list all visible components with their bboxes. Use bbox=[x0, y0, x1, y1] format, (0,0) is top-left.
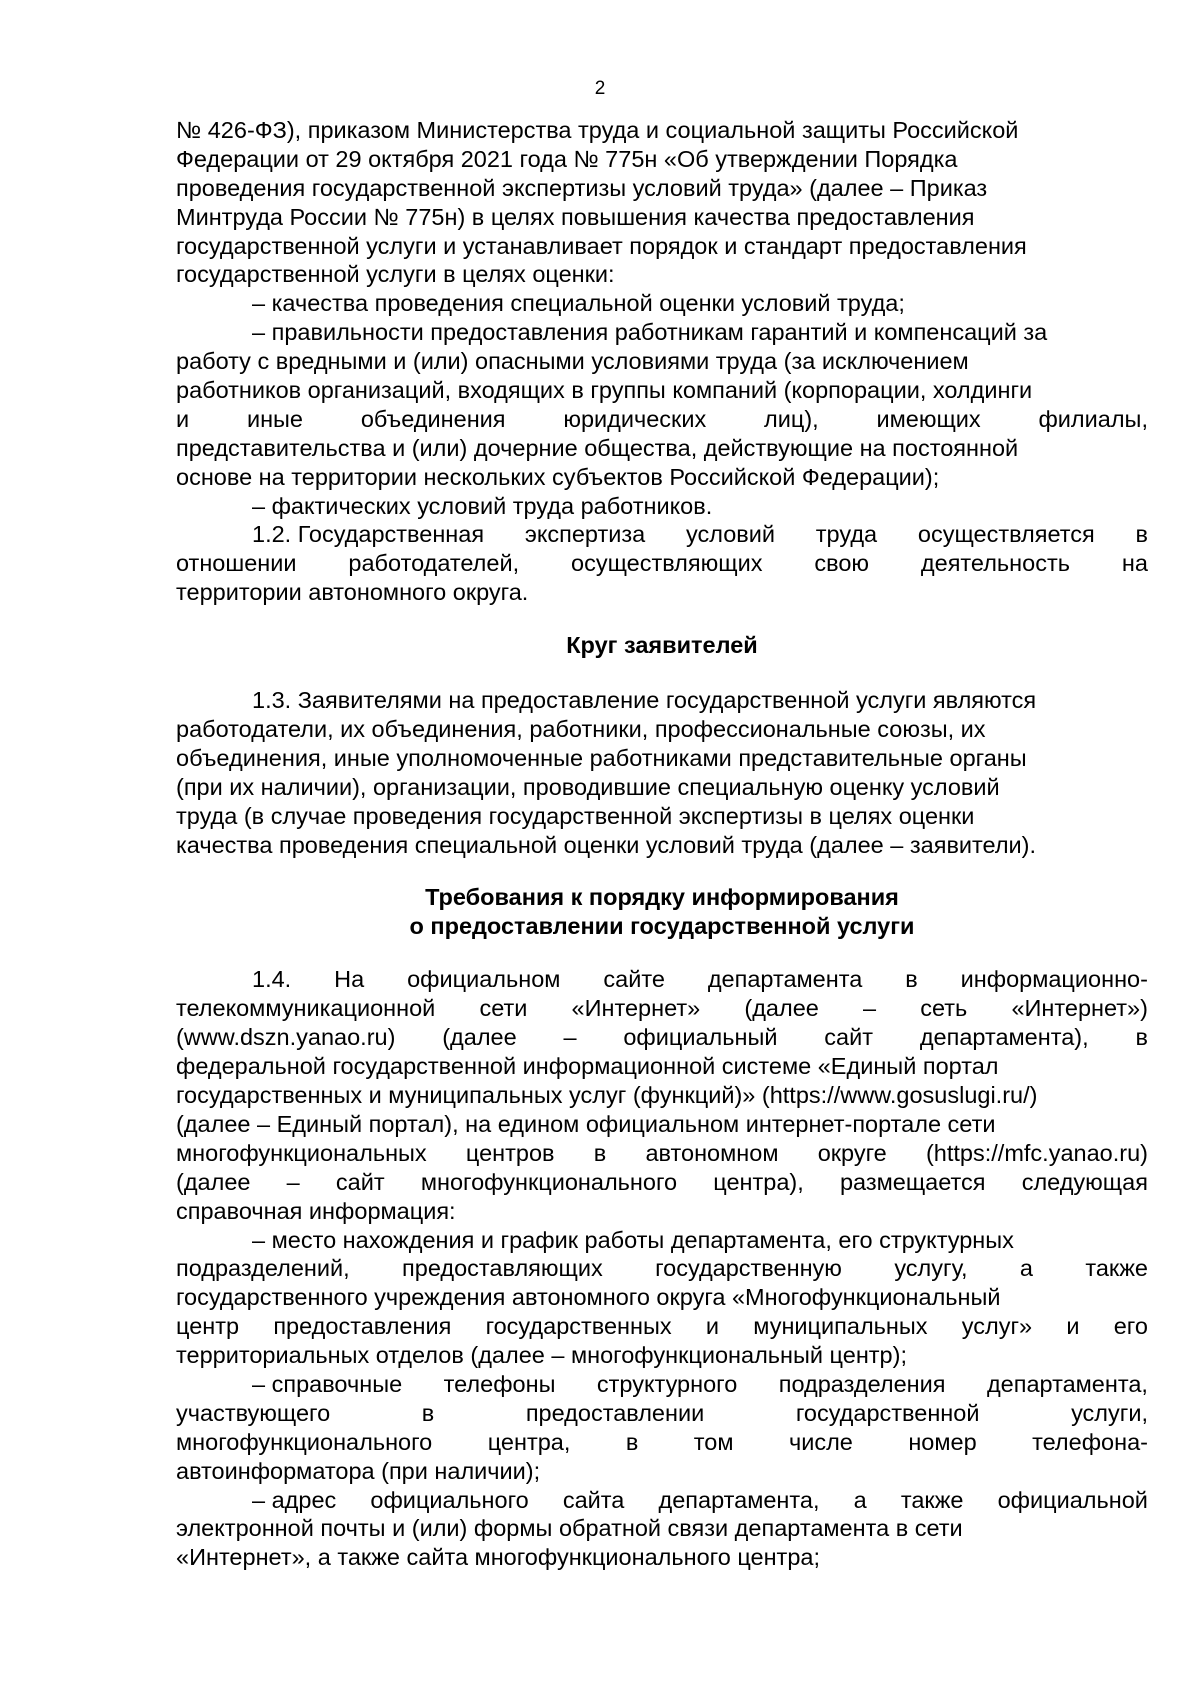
word: следующая bbox=[1021, 1168, 1148, 1195]
word: в bbox=[593, 1139, 607, 1166]
word: – адрес bbox=[252, 1486, 337, 1513]
text-line: – место нахождения и график работы департамента, его структурных bbox=[252, 1226, 1014, 1253]
word: (далее bbox=[442, 1024, 517, 1051]
paragraph-1-4 bbox=[176, 965, 1148, 1225]
word: официальный bbox=[623, 1024, 778, 1051]
text-line: государственных и муниципальных услуг (функций)» (https://www.gosuslugi.ru/) bbox=[176, 1082, 1038, 1109]
word: осуществляется bbox=[917, 521, 1095, 548]
bullet-item: – качества проведения специальной оценки условий труда; bbox=[252, 290, 905, 317]
word: предоставления bbox=[273, 1313, 452, 1340]
word: его bbox=[1113, 1313, 1148, 1340]
word: лиц), bbox=[764, 405, 819, 432]
text-line: территориальных отделов (далее – многофункциональный центр); bbox=[176, 1342, 907, 1369]
word: официального bbox=[370, 1486, 529, 1513]
word: структурного bbox=[596, 1370, 738, 1397]
justified-line bbox=[176, 994, 1148, 1023]
word: и bbox=[1066, 1313, 1080, 1340]
word: услугу, bbox=[894, 1255, 968, 1282]
word: в bbox=[625, 1428, 639, 1455]
word: а bbox=[1019, 1255, 1033, 1282]
word: а bbox=[853, 1486, 867, 1513]
word: в bbox=[1135, 521, 1148, 548]
word: государственных bbox=[485, 1313, 672, 1340]
word: филиалы, bbox=[1038, 405, 1148, 432]
justified-line bbox=[176, 1486, 1148, 1515]
text-line: Минтруда России № 775н) в целях повышения качества предоставления bbox=[176, 203, 975, 230]
word: 1.4. bbox=[252, 966, 292, 993]
word: многофункциональных bbox=[176, 1139, 427, 1166]
text-line: основе на территории нескольких субъектов Российской Федерации); bbox=[176, 463, 940, 490]
word: центров bbox=[465, 1139, 555, 1166]
justified-line bbox=[176, 1168, 1148, 1197]
word: юридических bbox=[563, 405, 707, 432]
text-line: (далее – Единый портал), на едином официальном интернет-портале сети bbox=[176, 1110, 996, 1137]
word: многофункционального bbox=[420, 1168, 678, 1195]
word: объединения bbox=[360, 405, 506, 432]
text-line: государственной услуги и устанавливает порядок и стандарт предоставления bbox=[176, 232, 1027, 259]
word: – bbox=[563, 1024, 577, 1051]
word: департамента), bbox=[919, 1024, 1089, 1051]
justified-line bbox=[176, 1023, 1148, 1052]
text-line: федеральной государственной информационной системе «Единый портал bbox=[176, 1053, 999, 1080]
section-heading-information-line2: о предоставлении государственной услуги bbox=[409, 913, 915, 940]
word: и bbox=[176, 405, 190, 432]
text-line: проведения государственной экспертизы условий труда» (далее – Приказ bbox=[176, 174, 988, 201]
word: условий bbox=[685, 521, 776, 548]
word: (https://mfc.yanao.ru) bbox=[925, 1139, 1148, 1166]
word: 1.2. Государственная bbox=[252, 521, 485, 548]
word: сети bbox=[479, 995, 528, 1022]
justified-line bbox=[176, 965, 1148, 994]
word: на bbox=[1121, 550, 1148, 577]
page-number: 2 bbox=[594, 78, 606, 99]
document-body bbox=[176, 116, 1148, 1572]
word: «Интернет») bbox=[1011, 995, 1148, 1022]
text-line: справочная информация: bbox=[176, 1197, 456, 1224]
word: государственную bbox=[655, 1255, 842, 1282]
word: телекоммуникационной bbox=[176, 995, 436, 1022]
word: подразделений, bbox=[176, 1255, 350, 1282]
justified-line bbox=[176, 1428, 1148, 1457]
word: также bbox=[900, 1486, 964, 1513]
word: «Интернет» bbox=[571, 995, 701, 1022]
word: (www.dszn.yanao.ru) bbox=[176, 1024, 396, 1051]
word: подразделения bbox=[778, 1370, 946, 1397]
section-heading-information: Требования к порядку информирования bbox=[425, 884, 899, 911]
word: многофункционального bbox=[176, 1428, 433, 1455]
bullet-item-website bbox=[176, 1486, 1148, 1573]
word: муниципальных bbox=[753, 1313, 928, 1340]
word: в bbox=[905, 966, 918, 993]
word: и bbox=[705, 1313, 720, 1340]
word: осуществляющих bbox=[571, 550, 763, 577]
text-line: «Интернет», а также сайта многофункционального центра; bbox=[176, 1544, 820, 1571]
paragraph-1-2 bbox=[176, 520, 1148, 607]
word: в bbox=[1135, 1024, 1148, 1051]
word: округе bbox=[817, 1139, 887, 1166]
word: центра, bbox=[487, 1428, 571, 1455]
word: – справочные bbox=[252, 1370, 403, 1397]
word: департамента, bbox=[658, 1486, 820, 1513]
text-line: труда (в случае проведения государственной экспертизы в целях оценки bbox=[176, 802, 975, 829]
word: сеть bbox=[920, 995, 968, 1022]
word: – bbox=[863, 995, 877, 1022]
justified-line bbox=[176, 1139, 1148, 1168]
text-line: работу с вредными и (или) опасными условиями труда (за исключением bbox=[176, 348, 969, 375]
paragraph-intro bbox=[176, 116, 1148, 289]
word: отношении bbox=[176, 550, 297, 577]
word: На bbox=[334, 966, 365, 993]
word: телефона- bbox=[1032, 1428, 1148, 1455]
text-line: работников организаций, входящих в группы компаний (корпорации, холдинги bbox=[176, 377, 1033, 404]
text-line: работодатели, их объединения, работники, профессиональные союзы, их bbox=[176, 716, 986, 743]
text-line: государственной услуги в целях оценки: bbox=[176, 261, 615, 288]
text-line: объединения, иные уполномоченные работниками представительные органы bbox=[176, 744, 1027, 771]
word: центра), bbox=[713, 1168, 804, 1195]
word: официальной bbox=[997, 1486, 1148, 1513]
word: услуги, bbox=[1071, 1399, 1148, 1426]
word: – bbox=[286, 1168, 300, 1195]
bullet-item-location bbox=[176, 1226, 1148, 1370]
word: центр bbox=[176, 1313, 240, 1340]
word: том bbox=[693, 1428, 734, 1455]
word: государственной bbox=[795, 1399, 980, 1426]
text-line: № 426-ФЗ), приказом Министерства труда и социальной защиты Российской bbox=[176, 117, 1019, 143]
word: предоставляющих bbox=[402, 1255, 603, 1282]
word: предоставлении bbox=[525, 1399, 705, 1426]
word: департамента, bbox=[986, 1370, 1148, 1397]
justified-line bbox=[176, 549, 1148, 578]
word: труда bbox=[815, 521, 878, 548]
word: услуг» bbox=[961, 1313, 1033, 1340]
text-line: качества проведения специальной оценки условий труда (далее – заявители). bbox=[176, 831, 1037, 858]
word: участвующего bbox=[176, 1399, 331, 1426]
word: имеющих bbox=[876, 405, 981, 432]
word: также bbox=[1085, 1255, 1148, 1282]
paragraph-1-3 bbox=[176, 686, 1148, 859]
justified-line bbox=[176, 520, 1148, 549]
word: информационно- bbox=[960, 966, 1148, 993]
word: автономном bbox=[645, 1139, 779, 1166]
text-line: государственного учреждения автономного округа «Многофункциональный bbox=[176, 1284, 1001, 1311]
text-line: электронной почты и (или) формы обратной связи департамента в сети bbox=[176, 1515, 963, 1542]
word: телефоны bbox=[443, 1370, 556, 1397]
bullet-item bbox=[176, 318, 1148, 491]
bullet-item-phones bbox=[176, 1370, 1148, 1486]
word: иные bbox=[246, 405, 304, 432]
justified-line bbox=[176, 1370, 1148, 1399]
justified-line bbox=[176, 1312, 1148, 1341]
word: сайт bbox=[824, 1024, 874, 1051]
justified-line bbox=[176, 1254, 1148, 1283]
text-line: территории автономного округа. bbox=[176, 579, 529, 606]
section-heading-applicants: Круг заявителей bbox=[566, 632, 758, 659]
word: экспертиза bbox=[524, 521, 646, 548]
bullet-item: – фактических условий труда работников. bbox=[252, 492, 713, 519]
word: в bbox=[421, 1399, 435, 1426]
text-line: (при их наличии), организации, проводившие специальную оценку условий bbox=[176, 773, 1000, 800]
word: размещается bbox=[839, 1168, 986, 1195]
word: деятельность bbox=[920, 550, 1070, 577]
word: номер bbox=[908, 1428, 977, 1455]
word: числе bbox=[788, 1428, 853, 1455]
text-line: автоинформатора (при наличии); bbox=[176, 1457, 541, 1484]
word: (далее bbox=[744, 995, 819, 1022]
text-line: Федерации от 29 октября 2021 года № 775н «Об утверждении Порядка bbox=[176, 145, 958, 172]
word: сайта bbox=[562, 1486, 625, 1513]
word: работодателей, bbox=[348, 550, 520, 577]
text-line: 1.3. Заявителями на предоставление государственной услуги являются bbox=[252, 687, 1037, 714]
justified-line bbox=[176, 405, 1148, 434]
word: (далее bbox=[176, 1168, 251, 1195]
word: сайт bbox=[335, 1168, 385, 1195]
text-line: представительства и (или) дочерние общества, действующие на постоянной bbox=[176, 434, 1019, 461]
justified-line bbox=[176, 1399, 1148, 1428]
text-line: – правильности предоставления работникам гарантий и компенсаций за bbox=[252, 319, 1048, 346]
word: сайте bbox=[603, 966, 665, 993]
word: департамента bbox=[707, 966, 863, 993]
word: свою bbox=[814, 550, 870, 577]
word: официальном bbox=[407, 966, 561, 993]
